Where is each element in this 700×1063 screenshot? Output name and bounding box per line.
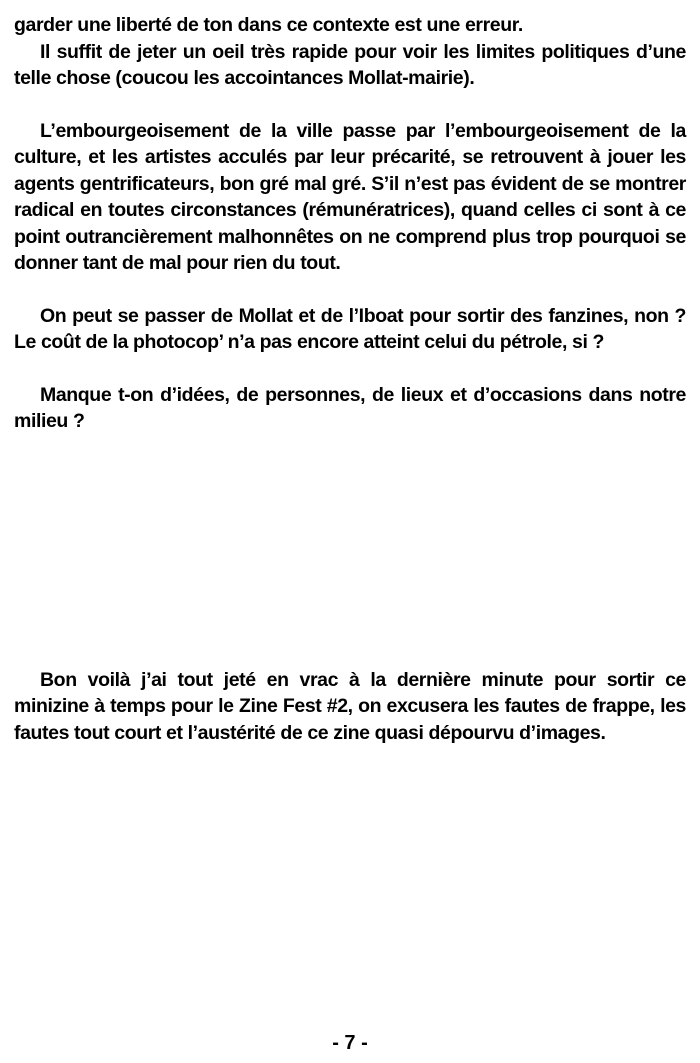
- paragraph-limits: Il suffit de jeter un oeil très rapide pour voir les limites politiques d’une telle chose (coucou les accointances Mollat-mairie).: [14, 40, 686, 89]
- paragraph-fanzines: On peut se passer de Mollat et de l’Iboat pour sortir des fanzines, non ? Le coût de la photocop’ n’a pas encore atteint celui du pétrole, si ?: [14, 304, 686, 353]
- paragraph-question: Manque t-on d’idées, de personnes, de lieux et d’occasions dans notre milieu ?: [14, 383, 686, 432]
- paragraph-closing: Bon voilà j’ai tout jeté en vrac à la dernière minute pour sortir ce minizine à temps pour le Zine Fest #2, on excusera les fautes de frappe, les fautes tout court et l’austérité de ce zine quasi dépourvu d’images.: [14, 668, 686, 744]
- page-number: - 7 -: [332, 1032, 368, 1054]
- paragraph-gentrification: L’embourgeoisement de la ville passe par l’embourgeoisement de la culture, et les artistes acculés par leur précarité, se retrouvent à jouer les agents gentrificateurs, bon gré mal gré. S’il n’est pas évident de se montrer radical en toutes circonstances (rémunératrices), quand celles ci sont à ce point outrancièrement malhonnêtes on ne comprend plus trop pourquoi se donner tant de mal pour rien du tout.: [14, 119, 686, 274]
- paragraph-continuation: garder une liberté de ton dans ce contexte est une erreur.: [14, 14, 523, 36]
